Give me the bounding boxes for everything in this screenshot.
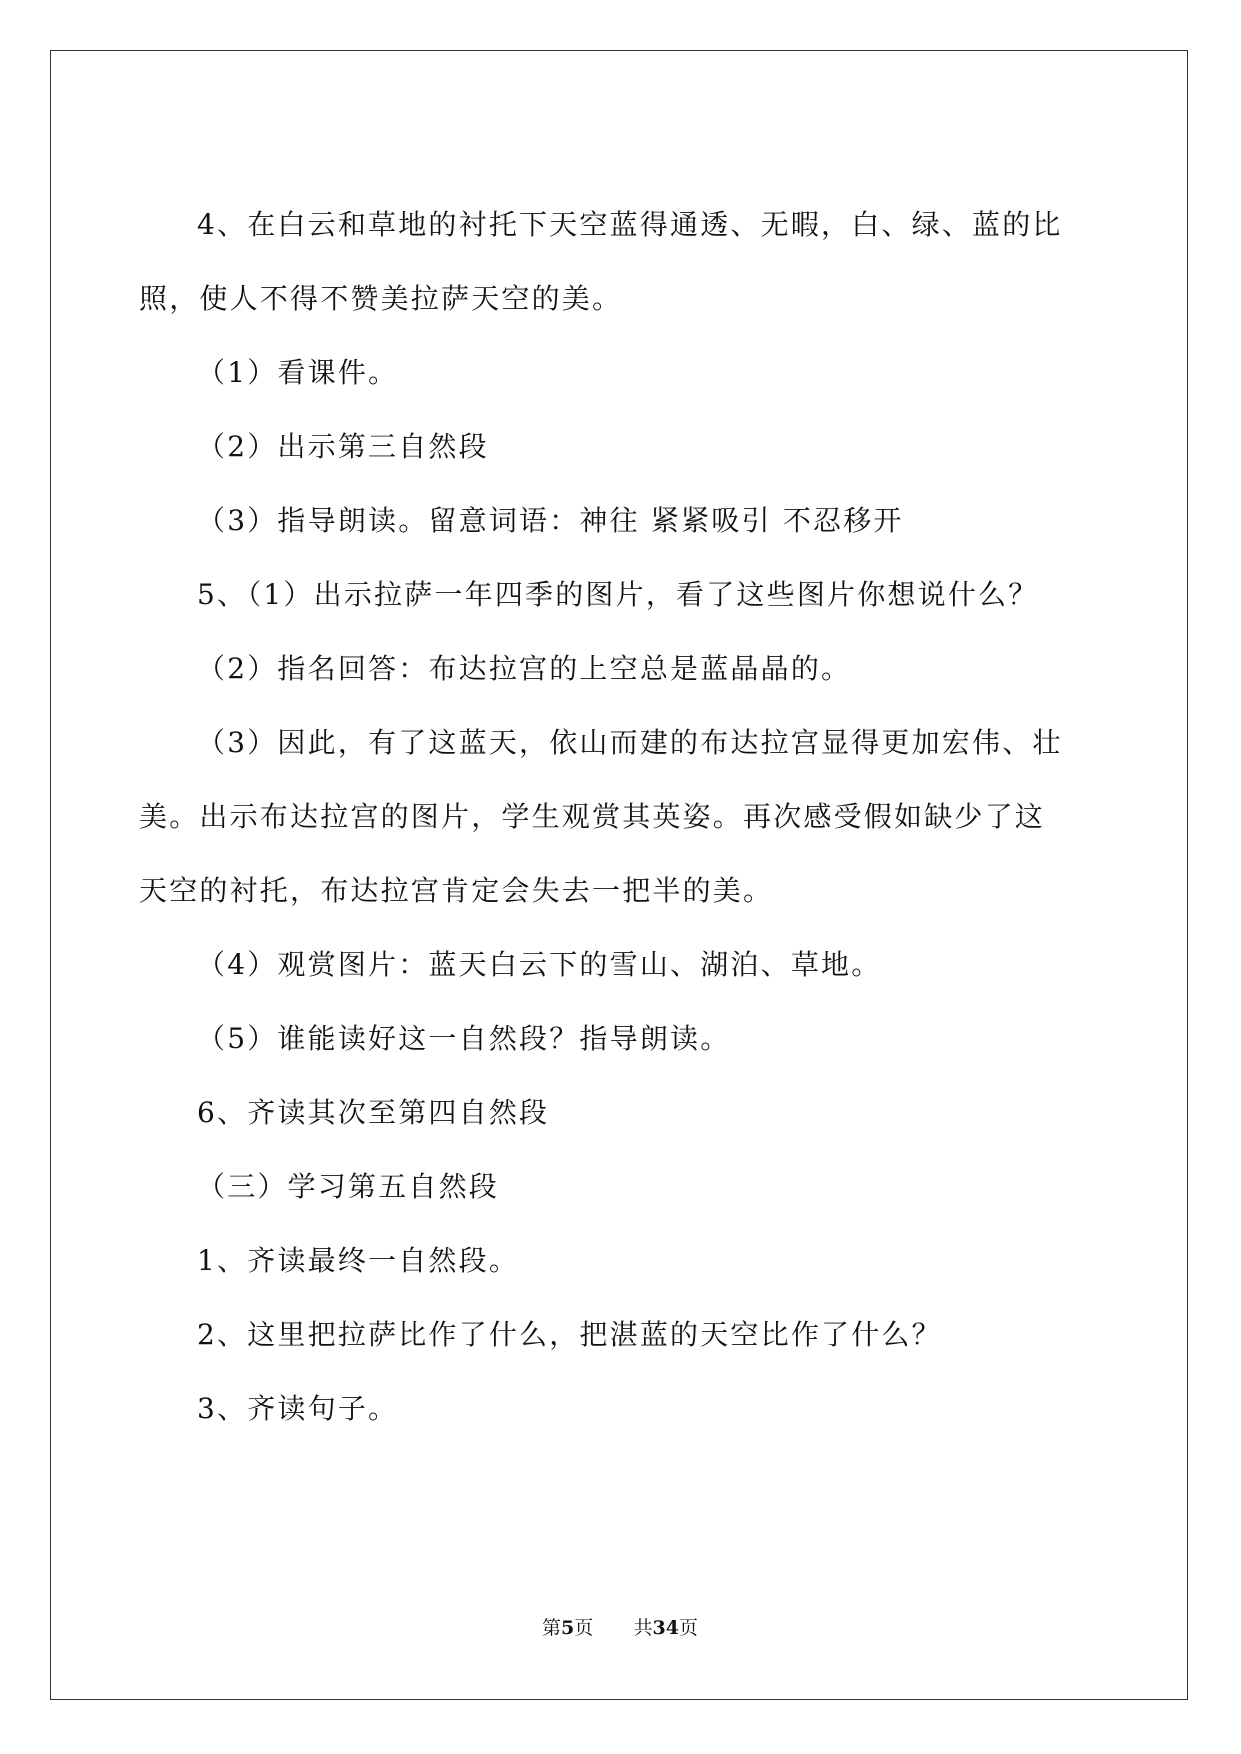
step-3-line-3: 天空的衬托，布达拉宫肯定会失去一把半的美。 [139, 874, 774, 907]
step-4-view-pictures: （4）观赏图片：蓝天白云下的雪山、湖泊、草地。 [197, 948, 882, 981]
section-3-heading: （三）学习第五自然段 [197, 1170, 500, 1203]
paragraph-4-line-1: 4、在白云和草地的衬托下天空蓝得通透、无暇，白、绿、蓝的比 [197, 208, 1063, 241]
item-1-line: 1、齐读最终一自然段。 [197, 1244, 520, 1277]
step-5-who-can-read: （5）谁能读好这一自然段？指导朗读。 [197, 1022, 731, 1055]
paragraph-5-line: 5、（1）出示拉萨一年四季的图片，看了这些图片你想说什么？ [197, 578, 1039, 611]
item-2-line: 2、这里把拉萨比作了什么，把湛蓝的天空比作了什么？ [197, 1318, 942, 1351]
step-3-line-1: （3）因此，有了这蓝天，依山而建的布达拉宫显得更加宏伟、壮 [197, 726, 1063, 759]
step-2-show-paragraph-3: （2）出示第三自然段 [197, 430, 489, 463]
page-frame [50, 50, 1188, 1700]
paragraph-4-line-2: 照，使人不得不赞美拉萨天空的美。 [139, 282, 623, 315]
footer-page-prefix: 第 [542, 1617, 562, 1639]
step-2-answer: （2）指名回答：布达拉宫的上空总是蓝晶晶的。 [197, 652, 852, 685]
footer-total-prefix: 共 [633, 1617, 653, 1639]
item-3-line: 3、齐读句子。 [197, 1392, 399, 1425]
footer-total-suffix: 页 [678, 1617, 698, 1639]
footer-page-number: 5 [561, 1617, 575, 1639]
footer-page-suffix: 页 [574, 1617, 594, 1639]
page-footer [51, 1616, 1189, 1640]
step-3-line-2: 美。出示布达拉宫的图片，学生观赏其英姿。再次感受假如缺少了这 [139, 800, 1046, 833]
footer-total-pages: 34 [652, 1617, 679, 1639]
paragraph-6-line: 6、齐读其次至第四自然段 [197, 1096, 550, 1129]
step-3-guided-reading: （3）指导朗读。留意词语：神往 紧紧吸引 不忍移开 [197, 504, 904, 537]
step-1-view-courseware: （1）看课件。 [197, 356, 399, 389]
